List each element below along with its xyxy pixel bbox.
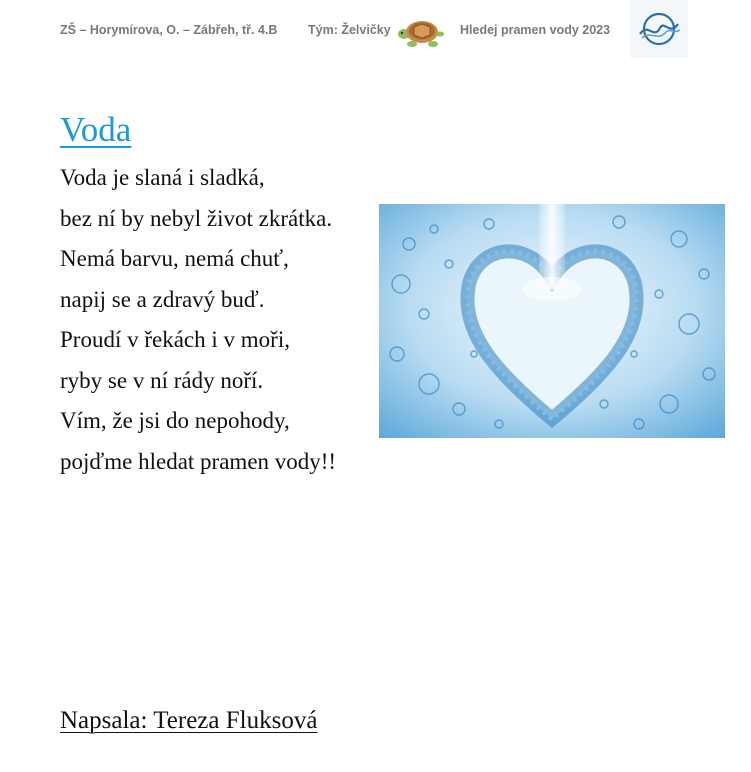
poem-author: Napsala: Tereza Fluksová xyxy=(60,707,318,734)
turtle-icon xyxy=(396,14,446,50)
page-header xyxy=(0,0,751,60)
poem-line: ryby se v ní rády noří. xyxy=(60,367,264,393)
poem-line: napij se a zdravý buď. xyxy=(60,286,265,312)
poem-line: Proudí v řekách i v moři, xyxy=(60,327,290,352)
header-team: Tým: Želvičky xyxy=(308,23,391,37)
poem-verse xyxy=(60,160,336,484)
poem-line: bez ní by nebyl život zkrátka. xyxy=(60,205,333,231)
poem-title: Voda xyxy=(60,110,132,149)
water-heart-image xyxy=(379,204,725,438)
header-school: ZŠ – Horymírova, O. – Zábřeh, tř. 4.B xyxy=(60,23,278,37)
poem-line: pojďme hledat pramen vody!! xyxy=(60,448,337,474)
school-logo-icon xyxy=(630,0,688,58)
poem-line: Voda je slaná i sladká, xyxy=(60,165,265,190)
poem-line: Nemá barvu, nemá chuť, xyxy=(60,246,289,271)
header-project: Hledej pramen vody 2023 xyxy=(460,23,611,37)
poem-line: Vím, že jsi do nepohody, xyxy=(60,408,290,433)
